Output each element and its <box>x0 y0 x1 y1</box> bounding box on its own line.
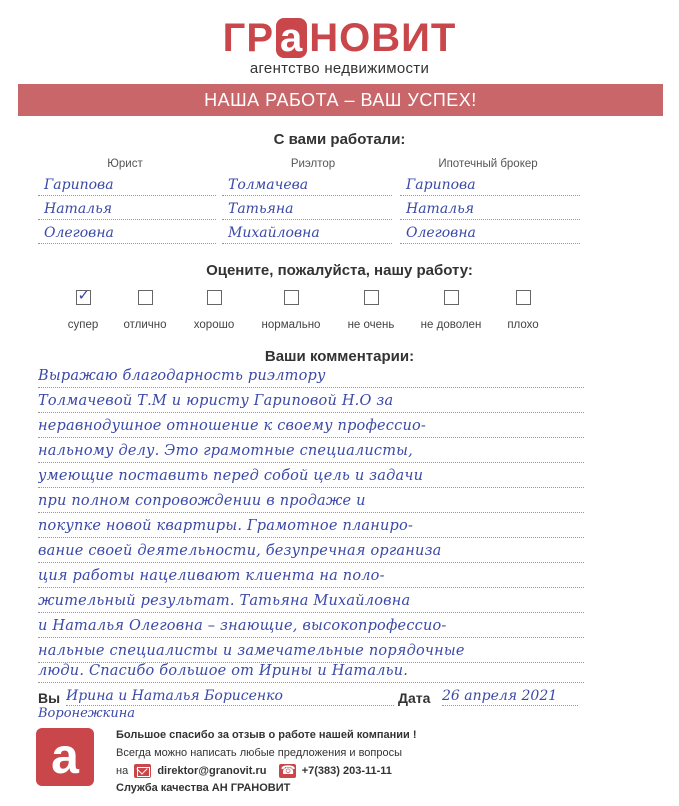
rating-label-super: супер <box>67 319 99 331</box>
realtor-line-2[interactable]: Татьяна <box>222 198 392 220</box>
rating-option-super[interactable] <box>60 286 106 331</box>
rating-title: Оцените, пожалуйста, нашу работу: <box>206 262 473 279</box>
brand-logo <box>0 16 679 60</box>
rating-option-good[interactable] <box>186 290 242 331</box>
footer-thanks: Большое спасибо за отзыв о работе нашей компании ! <box>116 729 417 741</box>
email-link[interactable]: direktor@granovit.ru <box>157 764 267 777</box>
comment-line-13[interactable]: люди. Спасибо большое от Ирины и Натальи. <box>38 657 584 683</box>
check-icon: ✓ <box>77 286 91 304</box>
footer-write: Всегда можно написать любые предложения и вопросы <box>116 747 403 759</box>
lawyer-line-3[interactable]: Олеговна <box>38 222 216 244</box>
rating-option-normal[interactable] <box>254 290 328 331</box>
rating-label-normal: нормально <box>261 319 321 331</box>
you-field-line-2[interactable]: Воронежкина <box>38 706 136 721</box>
rating-option-excellent[interactable] <box>116 290 174 331</box>
comment-line-8[interactable]: вание своей деятельности, безупречная организа <box>38 537 584 563</box>
logo-part-1: ГР <box>222 16 275 60</box>
footer-logo <box>36 728 94 786</box>
phone-link[interactable]: +7(383) 203-11-11 <box>301 764 392 777</box>
rating-option-bad[interactable] <box>498 290 548 331</box>
lawyer-line-1[interactable]: Гарипова <box>38 174 216 196</box>
logo-text <box>223 16 457 60</box>
realtor-line-3[interactable]: Михайловна <box>222 222 392 244</box>
rating-option-not-satisfied[interactable] <box>414 290 488 331</box>
phone-icon <box>279 764 296 778</box>
role-broker: Ипотечный брокер <box>438 158 538 170</box>
checkbox-super[interactable] <box>76 286 91 305</box>
broker-line-2[interactable]: Наталья <box>400 198 580 220</box>
broker-line-1[interactable]: Гарипова <box>400 174 580 196</box>
rating-option-not-very[interactable] <box>340 290 402 331</box>
footer-on-label: на <box>116 764 129 777</box>
comment-line-11[interactable]: и Наталья Олеговна – знающие, высокопрофессио- <box>38 612 584 638</box>
date-field[interactable]: 26 апреля 2021 <box>442 686 578 706</box>
checkbox-normal[interactable] <box>284 290 299 305</box>
comment-line-1[interactable]: Выражаю благодарность риэлтору <box>38 362 584 388</box>
date-label: Дата <box>398 690 431 706</box>
rating-label-good: хорошо <box>193 319 235 331</box>
you-field[interactable]: Ирина и Наталья Борисенко <box>66 686 394 706</box>
comment-line-5[interactable]: умеющие поставить перед собой цель и задачи <box>38 462 584 488</box>
realtor-line-1[interactable]: Толмачева <box>222 174 392 196</box>
role-lawyer: Юрист <box>107 158 143 170</box>
comment-line-2[interactable]: Толмачевой Т.М и юристу Гариповой Н.О за <box>38 387 584 413</box>
checkbox-bad[interactable] <box>516 290 531 305</box>
comment-line-4[interactable]: нальному делу. Это грамотные специалисты, <box>38 437 584 463</box>
lawyer-line-2[interactable]: Наталья <box>38 198 216 220</box>
rating-label-not-satisfied: не доволен <box>420 319 482 331</box>
comment-line-7[interactable]: покупке новой квартиры. Грамотное планиро- <box>38 512 584 538</box>
rating-label-not-very: не очень <box>347 319 395 331</box>
comments-title: Ваши комментарии: <box>264 348 415 365</box>
footer-service: Служба качества АН ГРАНОВИТ <box>116 782 291 794</box>
checkbox-excellent[interactable] <box>138 290 153 305</box>
logo-part-2: НОВИТ <box>309 16 457 60</box>
worked-with-title: С вами работали: <box>273 131 406 148</box>
rating-label-bad: плохо <box>507 319 539 331</box>
logo-boxed-letter: а <box>276 18 307 58</box>
comment-line-6[interactable]: при полном сопровождении в продаже и <box>38 487 584 513</box>
broker-line-3[interactable]: Олеговна <box>400 222 580 244</box>
comment-line-10[interactable]: жительный результат. Татьяна Михайловна <box>38 587 584 613</box>
checkbox-good[interactable] <box>207 290 222 305</box>
footer-logo-letter: а <box>51 728 79 784</box>
checkbox-not-satisfied[interactable] <box>444 290 459 305</box>
comment-line-3[interactable]: неравнодушное отношение к своему профессио- <box>38 412 584 438</box>
checkbox-not-very[interactable] <box>364 290 379 305</box>
agency-subtitle: агентство недвижимости <box>249 60 430 77</box>
slogan-banner: НАША РАБОТА – ВАШ УСПЕХ! <box>18 84 663 116</box>
footer-contacts <box>116 764 392 778</box>
you-label: Вы <box>38 690 61 706</box>
comment-line-9[interactable]: ция работы нацеливают клиента на поло- <box>38 562 584 588</box>
rating-label-excellent: отлично <box>123 319 167 331</box>
role-realtor: Риэлтор <box>290 158 336 170</box>
mail-icon <box>134 764 151 778</box>
comment-line-12[interactable]: нальные специалисты и замечательные порядочные <box>38 637 584 663</box>
